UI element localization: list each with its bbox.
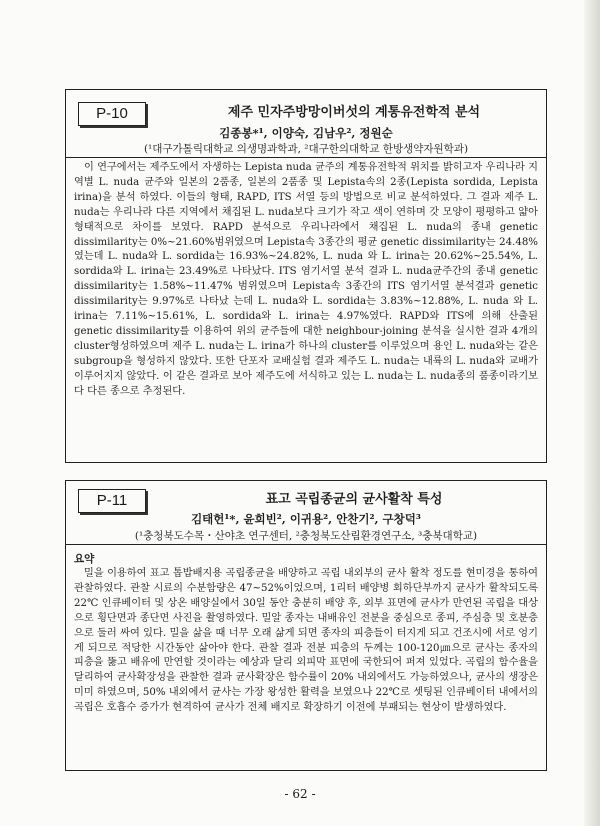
abstract-title-p11: 표고 곡립종균의 균사활착 특성	[265, 492, 443, 507]
abstract-authors-p11: 김태헌¹*, 윤희빈², 이귀용², 안찬기², 구창덕³	[191, 512, 421, 526]
abstract-affiliation-p10: (¹대구가톨릭대학교 의생명과학과, ²대구한의대학교 한방생약자원학과)	[143, 143, 469, 155]
abstract-body-p10	[66, 158, 546, 404]
abstract-box-p11	[65, 480, 547, 771]
abstract-code-p10: P-10	[78, 102, 146, 126]
abstract-header-p10	[66, 90, 546, 158]
abstract-header-p11	[66, 481, 546, 545]
abstract-affiliation-p11: (¹충청북도수목・산야초 연구센터, ²충청북도산림환경연구소, ³충북대학교)	[134, 530, 478, 542]
abstract-box-p10	[65, 89, 547, 463]
page-number: - 62 -	[284, 787, 316, 801]
abstract-authors-p10: 김종봉*¹, 이양숙, 김남우², 정원순	[219, 126, 393, 140]
abstract-text-p10: 이 연구에서는 제주도에서 자생하는 Lepista nuda 균주의 계통유전학적 위치를 밝히고자 우리나라 지역별 L. nuda 균주와 일본의 2품종, 일본의 2품종 및 Lepista속의 2종(Lepista sordida, Lepista irina)을 분석 하였다. 이들의 형태, RAPD, ITS 서열 등의 방법으로 비교 분석하였다. 그 결과 제주 L. nuda는 우리나라 다른 지역에서 채집된 L. nuda보다 크기가 작고 색이 연하며 갓 모양이 평평하고 얇아 형태적으로 차이를 보였다. RAPD 분석으로 우리나라에서 채집된 L. nuda의 종내 genetic dissimilarity는 0%~21.60%범위였으며 Lepista속 3종간의 평균 genetic dissimilarity는 24.48%였는데 L. nuda와 L. sordida는 16.93%~24.82%, L. nuda 와 L. irina는 20.62%~25.54%, L. sordida와 L. irina는 23.49%로 나타났다. ITS 염기서열 분석 결과 L. nuda균주간의 종내 genetic dissimilarity는 1.58%~11.47% 범위였으며 Lepista속 3종간의 ITS 염기서열 분석결과 genetic dissimilarity는 9.97%로 나타났 는데 L. nuda와 L. sordida는 3.83%~12.88%, L. nuda 와 L. irina는 7.11%~15.61%, L. sordida와 L. irina는 4.97%였다. RAPD와 ITS에 의해 산출된 genetic dissimilarity를 이용하여 위의 균주들에 대한 neighbour-joining 분석을 실시한 결과 4개의 cluster형성하였으며 제주 L. nuda는 L. irina가 하나의 cluster를 이루었으며 용인 L. nuda와는 같은 subgroup을 형성하지 않았다. 또한 단포자 교배실험 결과 제주도 L. nuda는 내륙의 L. nuda와 교배가 이루어지지 않았다. 이 같은 결과로 보아 제주도에 서식하고 있는 L. nuda는 L. nuda종의 품종이라기보다 다른 종으로 추정된다.	[74, 162, 538, 397]
abstract-title-p10: 제주 민자주방망이버섯의 계통유전학적 분석	[227, 105, 481, 120]
page-edge-shadow	[584, 0, 600, 826]
abstract-body-p11	[66, 566, 546, 720]
abstract-code-p11: P-11	[78, 489, 146, 513]
abstract-label-p11: 요약	[74, 553, 95, 565]
abstract-text-p11: 밀을 이용하여 표고 톱밥배지용 곡립종균을 배양하고 곡립 내외부의 균사 활착 정도를 현미경을 통하여 관찰하였다. 관찰 시료의 수분함량은 47~52%이었으며, 1리터 배양병 회하단부까지 균사가 활착되도록 22℃ 인큐베이터 및 상온 배양실에서 30일 동안 충분히 배양 후, 외부 표면에 균사가 만연된 곡립을 대상으로 횡단면과 종단면 사진을 촬영하였다. 밀알 종자는 내배유인 전분을 중심으로 종피, 주심층 및 호분층으로 둘러 싸여 있다. 밀을 삶을 때 너무 오래 삶게 되면 종자의 피층들이 터지게 되고 건조시에 서로 엉기게 되므로 적당한 시간동안 삶아야 한다. 관찰 결과 전분 피층의 두께는 100-120㎛으로 균사는 종자의 피층을 뚫고 배유에 만연할 것이라는 예상과 달리 외피막 표면에 국한되어 퍼져 있었다. 곡립의 함수율을 달리하여 균사확장성을 관찰한 결과 균사확장은 함수률이 20% 내외에서도 가능하였으나, 균사의 생장은 미미 하였으며, 50% 내외에서 균사는 가장 왕성한 활력을 보였으나 22℃로 셋팅된 인큐베이터 내에서의 곡립은 호흡수 증가가 현격하여 균사가 전체 배지로 확장하기 이전에 부패되는 현상이 발생하였다.	[74, 568, 538, 714]
